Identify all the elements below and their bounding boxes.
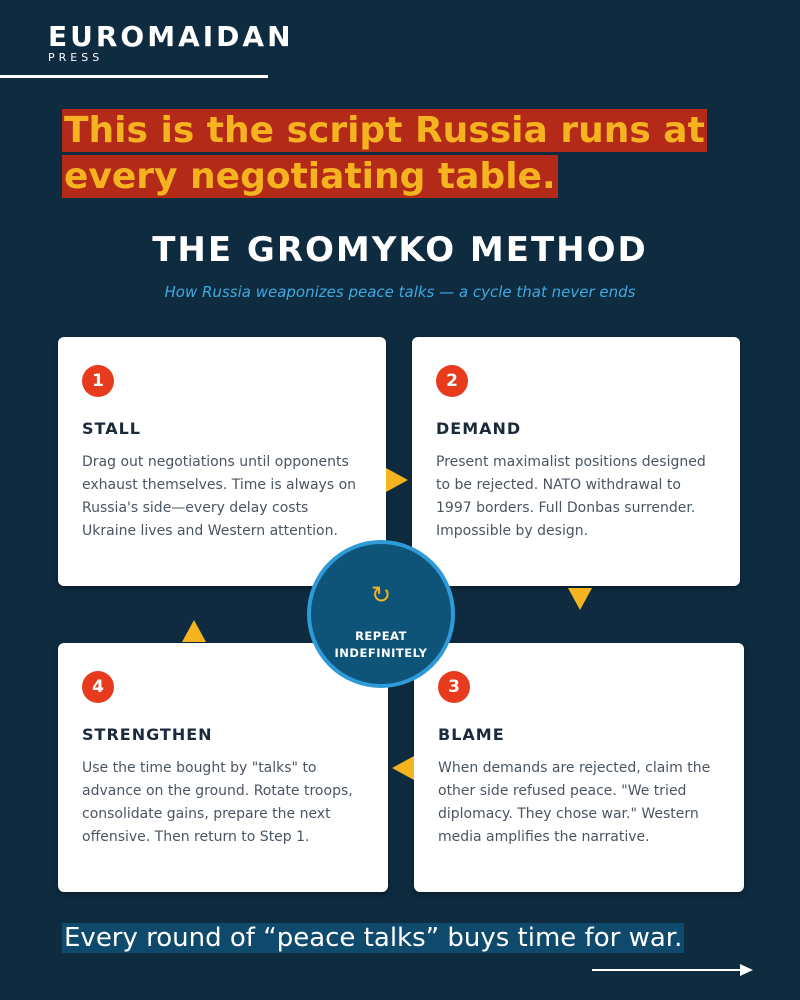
- step-body: Drag out negotiations until opponents exhaust themselves. Time is always on Russia's side—every delay costs Ukraine lives and Western attention.: [82, 454, 357, 539]
- arrow-right-icon: [740, 964, 753, 976]
- step-card-stall: [58, 337, 386, 586]
- hub-label: [311, 628, 451, 662]
- page-title: THE GROMYKO METHOD: [152, 230, 648, 270]
- hub-line-2: INDEFINITELY: [334, 646, 428, 660]
- footer-arrow-line: [592, 969, 742, 971]
- step-number-badge: 3: [438, 671, 470, 703]
- step-number-badge: 1: [82, 365, 114, 397]
- step-title: STRENGTHEN: [82, 725, 213, 744]
- headline-text: This is the script Russia runs at every negotiating table.: [64, 110, 705, 197]
- headline: [62, 108, 722, 200]
- step-title: DEMAND: [436, 419, 522, 438]
- step-body: Present maximalist positions designed to be rejected. NATO withdrawal to 1997 borders. Full Donbas surrender. Impossible by design.: [436, 454, 706, 539]
- step-body: Use the time bought by "talks" to advance on the ground. Rotate troops, consolidate gains, prepare the next offensive. Then return to Step 1.: [82, 760, 353, 845]
- step-title: STALL: [82, 419, 141, 438]
- arrow-up-icon: [182, 620, 206, 642]
- cycle-icon: ↻: [370, 581, 392, 609]
- step-body: When demands are rejected, claim the other side refused peace. "We tried diplomacy. They chose war." Western media amplifies the narrative.: [438, 760, 711, 845]
- brand-sub: PRESS: [48, 51, 104, 64]
- step-card-demand: [412, 337, 740, 586]
- arrow-down-icon: [568, 588, 592, 610]
- step-card-strengthen: [58, 643, 388, 892]
- hub-line-1: REPEAT: [355, 629, 407, 643]
- step-title: BLAME: [438, 725, 505, 744]
- brand-name: EUROMAIDAN: [48, 20, 294, 53]
- footer-text: Every round of “peace talks” buys time for war.: [64, 923, 683, 953]
- repeat-hub: [307, 540, 455, 688]
- step-number-badge: 2: [436, 365, 468, 397]
- step-number-badge: 4: [82, 671, 114, 703]
- step-card-blame: [414, 643, 744, 892]
- arrow-right-icon: [386, 468, 408, 492]
- arrow-left-icon: [392, 756, 414, 780]
- brand-logo: [48, 22, 294, 64]
- footer-tagline: [62, 920, 762, 956]
- page-subtitle: How Russia weaponizes peace talks — a cycle that never ends: [164, 283, 636, 301]
- logo-underline: [0, 75, 268, 78]
